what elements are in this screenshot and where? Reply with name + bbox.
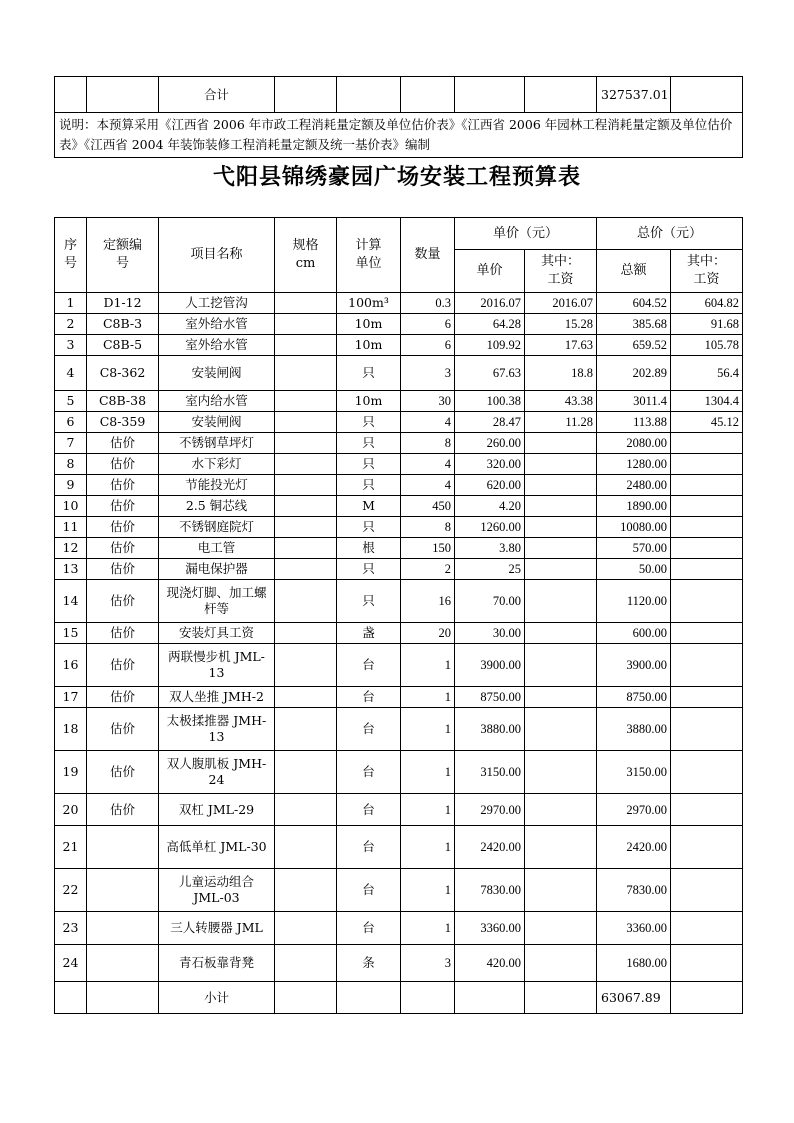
row-unit-labor — [525, 580, 597, 623]
row-unit-price: 3360.00 — [455, 912, 525, 945]
row-seq: 17 — [55, 687, 87, 708]
row-unit: 100m³ — [337, 293, 401, 314]
row-spec — [275, 623, 337, 644]
row-item: 室外给水管 — [159, 335, 275, 356]
row-unit-labor — [525, 794, 597, 826]
row-item: 安装闸阀 — [159, 412, 275, 433]
row-seq: 9 — [55, 475, 87, 496]
row-total: 2970.00 — [597, 794, 671, 826]
row-spec — [275, 293, 337, 314]
row-item: 安装灯具工资 — [159, 623, 275, 644]
row-unit: 台 — [337, 687, 401, 708]
table-row — [55, 580, 743, 623]
row-seq: 6 — [55, 412, 87, 433]
row-total-labor — [671, 751, 743, 794]
row-unit-labor — [525, 538, 597, 559]
row-total: 3880.00 — [597, 708, 671, 751]
row-unit: 台 — [337, 794, 401, 826]
header-unit-price-group: 单价（元） — [455, 218, 597, 250]
row-total-labor — [671, 794, 743, 826]
row-unit: 台 — [337, 751, 401, 794]
summary-total-label: 合计 — [159, 77, 275, 113]
row-qty: 8 — [401, 433, 455, 454]
row-spec — [275, 475, 337, 496]
row-code: C8B-5 — [87, 335, 159, 356]
row-item: 室内给水管 — [159, 391, 275, 412]
summary-total-row — [55, 77, 743, 113]
header-unit: 计算单位 — [337, 218, 401, 293]
row-item: 节能投光灯 — [159, 475, 275, 496]
row-code: 估价 — [87, 538, 159, 559]
row-total-labor — [671, 708, 743, 751]
row-unit-price: 3900.00 — [455, 644, 525, 687]
row-total: 604.52 — [597, 293, 671, 314]
row-qty: 1 — [401, 869, 455, 912]
row-total: 2080.00 — [597, 433, 671, 454]
row-qty: 4 — [401, 412, 455, 433]
row-item: 太极揉推器 JMH-13 — [159, 708, 275, 751]
row-code — [87, 869, 159, 912]
header-qty: 数量 — [401, 218, 455, 293]
table-row — [55, 794, 743, 826]
row-spec — [275, 335, 337, 356]
row-qty: 16 — [401, 580, 455, 623]
row-qty: 20 — [401, 623, 455, 644]
header-row-1 — [55, 218, 743, 250]
row-seq: 8 — [55, 454, 87, 475]
row-unit: 台 — [337, 708, 401, 751]
row-qty: 3 — [401, 356, 455, 391]
row-total: 2420.00 — [597, 826, 671, 869]
row-qty: 4 — [401, 454, 455, 475]
row-unit-labor — [525, 454, 597, 475]
row-unit-labor — [525, 623, 597, 644]
row-total-labor — [671, 644, 743, 687]
row-total: 1120.00 — [597, 580, 671, 623]
row-qty: 1 — [401, 687, 455, 708]
row-unit-labor — [525, 751, 597, 794]
row-unit-labor — [525, 559, 597, 580]
row-total: 3011.4 — [597, 391, 671, 412]
row-unit: 10m — [337, 391, 401, 412]
row-unit-labor — [525, 433, 597, 454]
header-total: 总额 — [597, 250, 671, 293]
row-spec — [275, 751, 337, 794]
row-qty: 1 — [401, 708, 455, 751]
row-unit-price: 260.00 — [455, 433, 525, 454]
row-qty: 3 — [401, 945, 455, 982]
row-total-labor — [671, 623, 743, 644]
subtotal-label: 小计 — [159, 982, 275, 1014]
row-unit-price: 28.47 — [455, 412, 525, 433]
row-unit: 只 — [337, 433, 401, 454]
row-unit-price: 30.00 — [455, 623, 525, 644]
row-item: 电工管 — [159, 538, 275, 559]
row-total: 385.68 — [597, 314, 671, 335]
row-item: 两联慢步机 JML-13 — [159, 644, 275, 687]
row-item: 不锈钢庭院灯 — [159, 517, 275, 538]
table-row — [55, 687, 743, 708]
row-code: 估价 — [87, 433, 159, 454]
row-unit-price: 25 — [455, 559, 525, 580]
row-unit-price: 70.00 — [455, 580, 525, 623]
row-total-labor — [671, 869, 743, 912]
row-qty: 150 — [401, 538, 455, 559]
row-code: 估价 — [87, 580, 159, 623]
row-unit: 只 — [337, 475, 401, 496]
row-total-labor — [671, 687, 743, 708]
row-unit-labor — [525, 826, 597, 869]
row-seq: 1 — [55, 293, 87, 314]
row-total-labor — [671, 580, 743, 623]
row-total: 113.88 — [597, 412, 671, 433]
table-row — [55, 433, 743, 454]
row-code: D1-12 — [87, 293, 159, 314]
row-spec — [275, 644, 337, 687]
row-spec — [275, 454, 337, 475]
table-row — [55, 293, 743, 314]
row-unit-price: 64.28 — [455, 314, 525, 335]
row-seq: 14 — [55, 580, 87, 623]
header-seq: 序号 — [55, 218, 87, 293]
row-unit-price: 420.00 — [455, 945, 525, 982]
row-total: 3360.00 — [597, 912, 671, 945]
row-unit: 台 — [337, 826, 401, 869]
row-item: 儿童运动组合 JML-03 — [159, 869, 275, 912]
row-item: 安装闸阀 — [159, 356, 275, 391]
row-qty: 6 — [401, 335, 455, 356]
row-seq: 23 — [55, 912, 87, 945]
row-seq: 15 — [55, 623, 87, 644]
row-spec — [275, 869, 337, 912]
row-spec — [275, 412, 337, 433]
row-unit-price: 3.80 — [455, 538, 525, 559]
subtotal-total: 63067.89 — [597, 982, 671, 1014]
row-code: 估价 — [87, 644, 159, 687]
row-unit-labor — [525, 912, 597, 945]
row-unit-price: 67.63 — [455, 356, 525, 391]
row-unit-price: 1260.00 — [455, 517, 525, 538]
row-total: 1280.00 — [597, 454, 671, 475]
row-unit: 只 — [337, 356, 401, 391]
row-spec — [275, 391, 337, 412]
table-row — [55, 412, 743, 433]
row-spec — [275, 794, 337, 826]
row-qty: 8 — [401, 517, 455, 538]
table-row — [55, 623, 743, 644]
row-seq: 20 — [55, 794, 87, 826]
row-total: 1890.00 — [597, 496, 671, 517]
table-row — [55, 517, 743, 538]
row-seq: 18 — [55, 708, 87, 751]
table-row — [55, 869, 743, 912]
row-total-labor — [671, 496, 743, 517]
summary-note-row — [55, 113, 743, 158]
row-total: 659.52 — [597, 335, 671, 356]
row-unit-price: 2420.00 — [455, 826, 525, 869]
row-unit: 台 — [337, 644, 401, 687]
row-total-labor — [671, 517, 743, 538]
row-code: C8B-38 — [87, 391, 159, 412]
row-spec — [275, 356, 337, 391]
row-total: 202.89 — [597, 356, 671, 391]
row-unit: 台 — [337, 869, 401, 912]
row-total-labor: 604.82 — [671, 293, 743, 314]
row-code: 估价 — [87, 475, 159, 496]
row-unit-labor — [525, 475, 597, 496]
row-total: 7830.00 — [597, 869, 671, 912]
summary-table — [54, 76, 743, 158]
row-unit: 10m — [337, 314, 401, 335]
row-seq: 16 — [55, 644, 87, 687]
table-row — [55, 644, 743, 687]
row-unit-labor — [525, 869, 597, 912]
row-code: 估价 — [87, 559, 159, 580]
row-code — [87, 945, 159, 982]
row-unit: 盏 — [337, 623, 401, 644]
row-unit-price: 109.92 — [455, 335, 525, 356]
row-total: 600.00 — [597, 623, 671, 644]
row-unit: 条 — [337, 945, 401, 982]
row-total-labor: 105.78 — [671, 335, 743, 356]
row-unit-labor: 43.38 — [525, 391, 597, 412]
row-unit-price: 320.00 — [455, 454, 525, 475]
table-row — [55, 335, 743, 356]
row-spec — [275, 912, 337, 945]
row-code — [87, 826, 159, 869]
row-code: 估价 — [87, 687, 159, 708]
row-qty: 1 — [401, 826, 455, 869]
row-item: 双人腹肌板 JMH-24 — [159, 751, 275, 794]
row-seq: 22 — [55, 869, 87, 912]
row-qty: 0.3 — [401, 293, 455, 314]
row-spec — [275, 517, 337, 538]
row-spec — [275, 580, 337, 623]
row-item: 水下彩灯 — [159, 454, 275, 475]
row-code — [87, 912, 159, 945]
header-spec: 规格cm — [275, 218, 337, 293]
row-total: 50.00 — [597, 559, 671, 580]
row-seq: 5 — [55, 391, 87, 412]
row-code: 估价 — [87, 708, 159, 751]
row-unit-labor — [525, 687, 597, 708]
row-unit-labor: 15.28 — [525, 314, 597, 335]
row-qty: 1 — [401, 751, 455, 794]
row-spec — [275, 559, 337, 580]
row-total: 570.00 — [597, 538, 671, 559]
row-unit: 只 — [337, 559, 401, 580]
row-unit: M — [337, 496, 401, 517]
row-unit: 只 — [337, 412, 401, 433]
row-spec — [275, 687, 337, 708]
row-spec — [275, 826, 337, 869]
row-code: 估价 — [87, 517, 159, 538]
table-row — [55, 538, 743, 559]
row-total: 10080.00 — [597, 517, 671, 538]
row-unit-price: 8750.00 — [455, 687, 525, 708]
row-seq: 21 — [55, 826, 87, 869]
row-unit-price: 2016.07 — [455, 293, 525, 314]
row-code: C8-359 — [87, 412, 159, 433]
budget-rows — [55, 293, 743, 982]
row-total-labor: 91.68 — [671, 314, 743, 335]
table-row — [55, 496, 743, 517]
row-seq: 7 — [55, 433, 87, 454]
row-unit-labor — [525, 945, 597, 982]
row-unit: 只 — [337, 454, 401, 475]
row-unit-price: 7830.00 — [455, 869, 525, 912]
row-item: 双杠 JML-29 — [159, 794, 275, 826]
row-qty: 2 — [401, 559, 455, 580]
row-spec — [275, 708, 337, 751]
summary-total-value: 327537.01 — [597, 77, 671, 113]
row-total-labor — [671, 454, 743, 475]
row-spec — [275, 314, 337, 335]
row-total-labor: 56.4 — [671, 356, 743, 391]
table-row — [55, 945, 743, 982]
row-item: 三人转腰器 JML — [159, 912, 275, 945]
table-row — [55, 559, 743, 580]
table-row — [55, 454, 743, 475]
row-total-labor: 1304.4 — [671, 391, 743, 412]
table-row — [55, 356, 743, 391]
row-total: 8750.00 — [597, 687, 671, 708]
row-unit-labor — [525, 644, 597, 687]
header-unit-labor: 其中：工资 — [525, 250, 597, 293]
row-unit: 10m — [337, 335, 401, 356]
table-row — [55, 708, 743, 751]
row-unit: 根 — [337, 538, 401, 559]
row-qty: 1 — [401, 794, 455, 826]
row-unit-labor — [525, 496, 597, 517]
page-title: 弋阳县锦绣豪园广场安装工程预算表 — [212, 165, 581, 190]
header-code: 定额编号 — [87, 218, 159, 293]
row-code: 估价 — [87, 496, 159, 517]
row-total-labor — [671, 475, 743, 496]
row-item: 双人坐推 JMH-2 — [159, 687, 275, 708]
row-total-labor — [671, 826, 743, 869]
row-spec — [275, 538, 337, 559]
row-total: 1680.00 — [597, 945, 671, 982]
row-qty: 1 — [401, 644, 455, 687]
row-total-labor — [671, 945, 743, 982]
row-code: 估价 — [87, 794, 159, 826]
row-seq: 12 — [55, 538, 87, 559]
row-seq: 24 — [55, 945, 87, 982]
row-unit-labor: 2016.07 — [525, 293, 597, 314]
row-seq: 4 — [55, 356, 87, 391]
subtotal-row — [55, 982, 743, 1014]
row-unit-labor: 17.63 — [525, 335, 597, 356]
row-unit-price: 4.20 — [455, 496, 525, 517]
row-unit-labor: 11.28 — [525, 412, 597, 433]
row-total-labor — [671, 912, 743, 945]
row-item: 室外给水管 — [159, 314, 275, 335]
table-row — [55, 391, 743, 412]
header-unit-price: 单价 — [455, 250, 525, 293]
table-row — [55, 912, 743, 945]
row-item: 人工挖管沟 — [159, 293, 275, 314]
row-item: 漏电保护器 — [159, 559, 275, 580]
row-spec — [275, 433, 337, 454]
row-item: 现浇灯脚、加工螺杆等 — [159, 580, 275, 623]
row-item: 2.5 铜芯线 — [159, 496, 275, 517]
row-seq: 13 — [55, 559, 87, 580]
row-spec — [275, 496, 337, 517]
row-unit-labor — [525, 708, 597, 751]
row-code: 估价 — [87, 751, 159, 794]
row-code: 估价 — [87, 623, 159, 644]
row-item: 高低单杠 JML-30 — [159, 826, 275, 869]
row-seq: 3 — [55, 335, 87, 356]
row-unit-price: 100.38 — [455, 391, 525, 412]
row-seq: 10 — [55, 496, 87, 517]
budget-table — [54, 217, 743, 1014]
row-item: 青石板靠背凳 — [159, 945, 275, 982]
row-code: 估价 — [87, 454, 159, 475]
row-seq: 2 — [55, 314, 87, 335]
row-seq: 19 — [55, 751, 87, 794]
row-qty: 30 — [401, 391, 455, 412]
row-code: C8B-3 — [87, 314, 159, 335]
row-total: 3900.00 — [597, 644, 671, 687]
row-item: 不锈钢草坪灯 — [159, 433, 275, 454]
row-unit-price: 3150.00 — [455, 751, 525, 794]
row-spec — [275, 945, 337, 982]
row-qty: 450 — [401, 496, 455, 517]
budget-note: 说明：本预算采用《江西省 2006 年市政工程消耗量定额及单位估价表》《江西省 2006 年园林工程消耗量定额及单位估价表》《江西省 2004 年装饰装修工程消耗量定额及统一基价表》编制 — [55, 113, 743, 158]
header-item: 项目名称 — [159, 218, 275, 293]
row-unit-price: 3880.00 — [455, 708, 525, 751]
table-row — [55, 826, 743, 869]
header-total-labor: 其中：工资 — [671, 250, 743, 293]
table-row — [55, 475, 743, 496]
row-unit-labor: 18.8 — [525, 356, 597, 391]
row-seq: 11 — [55, 517, 87, 538]
table-row — [55, 751, 743, 794]
row-total-labor — [671, 433, 743, 454]
row-code: C8-362 — [87, 356, 159, 391]
row-total: 2480.00 — [597, 475, 671, 496]
row-total: 3150.00 — [597, 751, 671, 794]
header-total-group: 总价（元） — [597, 218, 743, 250]
row-unit: 台 — [337, 912, 401, 945]
table-row — [55, 314, 743, 335]
row-qty: 4 — [401, 475, 455, 496]
row-unit-price: 2970.00 — [455, 794, 525, 826]
row-unit-labor — [525, 517, 597, 538]
row-unit: 只 — [337, 517, 401, 538]
row-total-labor: 45.12 — [671, 412, 743, 433]
row-qty: 1 — [401, 912, 455, 945]
row-total-labor — [671, 538, 743, 559]
row-unit-price: 620.00 — [455, 475, 525, 496]
row-total-labor — [671, 559, 743, 580]
row-unit: 只 — [337, 580, 401, 623]
row-qty: 6 — [401, 314, 455, 335]
